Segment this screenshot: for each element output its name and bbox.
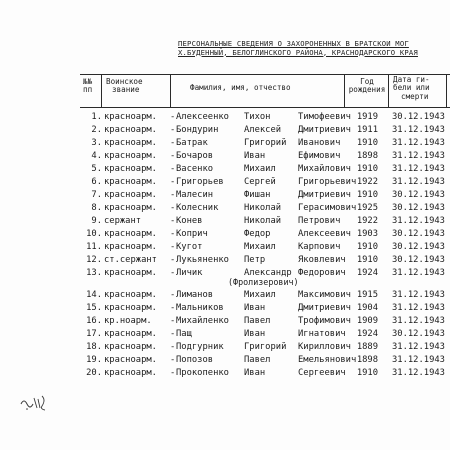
row-number: 20. bbox=[86, 368, 102, 378]
row-first-name: Григорий bbox=[244, 342, 287, 352]
row-first-name: Иван bbox=[244, 368, 266, 378]
table-row bbox=[0, 189, 450, 202]
header-number-line-1: №№ bbox=[83, 77, 93, 86]
row-rank: кр.ноарм. bbox=[104, 316, 152, 326]
row-rank: красноарм. bbox=[104, 329, 157, 339]
table-row bbox=[0, 202, 450, 215]
row-birth-year: 1919 bbox=[356, 112, 378, 122]
header-rank-line-1: Воинское bbox=[106, 77, 143, 86]
row-first-name: Михаил bbox=[244, 242, 276, 252]
table-row bbox=[0, 150, 450, 163]
row-last-name: Бондурин bbox=[176, 125, 219, 135]
row-first-name: Николай bbox=[244, 216, 282, 226]
row-first-name: Павел bbox=[244, 316, 271, 326]
row-death-date: 31.12.1943 bbox=[392, 177, 445, 187]
header-death-date bbox=[393, 76, 430, 101]
row-birth-year: 1924 bbox=[356, 329, 378, 339]
row-dash: - bbox=[170, 138, 176, 148]
title-line-1: ПЕРСОНАЛЬНЫЕ СВЕДЕНИЯ О ЗАХОРОНЕННЫХ В БРАТСКОЙ МОГ bbox=[178, 40, 409, 48]
header-rank-line-2: звание bbox=[112, 85, 140, 95]
table-row bbox=[0, 228, 450, 241]
row-last-name: Кугот bbox=[176, 242, 203, 252]
row-rank: красноарм. bbox=[104, 303, 157, 313]
row-patronymic: Карпович bbox=[298, 242, 341, 252]
row-dash: - bbox=[170, 342, 176, 352]
row-last-name: Михайленко bbox=[176, 316, 229, 326]
row-rank: красноарм. bbox=[104, 190, 157, 200]
row-rank: красноарм. bbox=[104, 164, 157, 174]
column-divider-5 bbox=[446, 74, 447, 107]
row-dash: - bbox=[170, 125, 176, 135]
row-number: 6. bbox=[91, 177, 102, 187]
row-dash: - bbox=[170, 316, 176, 326]
row-first-name: Фишан bbox=[244, 190, 271, 200]
row-death-date: 31.12.1943 bbox=[392, 368, 445, 378]
row-birth-year: 1910 bbox=[356, 138, 378, 148]
column-divider-2 bbox=[170, 74, 171, 107]
table-row bbox=[0, 124, 450, 137]
row-patronymic: Петрович bbox=[298, 216, 341, 226]
row-rank: красноарм. bbox=[104, 112, 157, 122]
row-death-date: 31.12.1943 bbox=[392, 316, 445, 326]
row-birth-year: 1925 bbox=[356, 203, 378, 213]
row-number: 9. bbox=[91, 216, 102, 226]
row-number: 11. bbox=[86, 242, 102, 252]
row-rank: красноарм. bbox=[104, 177, 157, 187]
row-patronymic: Иванович bbox=[298, 138, 341, 148]
header-birth-year-line-1: Год bbox=[360, 77, 374, 86]
title-line-2: Х.БУДЕННЫЙ, БЕЛОГЛИНСКОГО РАЙОНА, КРАСНОДАРСКОГО КРАЯ bbox=[178, 47, 418, 57]
row-last-name: Попозов bbox=[176, 355, 214, 365]
table-row bbox=[0, 163, 450, 176]
row-patronymic: Игнатович bbox=[298, 329, 346, 339]
row-last-name: Малесин bbox=[176, 190, 214, 200]
row-last-name: Григорьев bbox=[176, 177, 224, 187]
row-birth-year: 1922 bbox=[356, 177, 378, 187]
row-last-name: Васенко bbox=[176, 164, 214, 174]
row-last-name: Конев bbox=[176, 216, 203, 226]
row-first-name: Петр bbox=[244, 255, 266, 265]
row-last-name: Бочаров bbox=[176, 151, 214, 161]
header-name bbox=[190, 84, 291, 92]
row-death-date: 30.12.1943 bbox=[392, 203, 445, 213]
row-rank: красноарм. bbox=[104, 151, 157, 161]
row-last-name: Лиманов bbox=[176, 290, 214, 300]
header-name-line: Фамилия, имя, отчество bbox=[190, 83, 291, 92]
table-row bbox=[0, 341, 450, 354]
row-first-name: Иван bbox=[244, 151, 266, 161]
row-patronymic: Дмитриевич bbox=[298, 303, 351, 313]
row-patronymic: Дмитриевич bbox=[298, 125, 351, 135]
row-dash: - bbox=[170, 303, 176, 313]
row-first-name: Григорий bbox=[244, 138, 287, 148]
row-birth-year: 1910 bbox=[356, 242, 378, 252]
row-patronymic: Григорьевич bbox=[298, 177, 357, 187]
row-death-date: 30.12.1943 bbox=[392, 242, 445, 252]
row-number: 2. bbox=[91, 125, 102, 135]
row-dash: - bbox=[170, 329, 176, 339]
row-rank: красноарм. bbox=[104, 229, 157, 239]
row-death-date: 31.12.1943 bbox=[392, 355, 445, 365]
row-first-name: Иван bbox=[244, 303, 266, 313]
row-rank: красноарм. bbox=[104, 368, 157, 378]
document-title bbox=[178, 40, 450, 57]
row-birth-year: 1915 bbox=[356, 290, 378, 300]
row-patronymic: Михайлович bbox=[298, 164, 351, 174]
column-divider-1 bbox=[101, 74, 102, 107]
row-first-name: Тихон bbox=[244, 112, 271, 122]
row-death-date: 31.12.1943 bbox=[392, 290, 445, 300]
row-death-date: 30.12.1943 bbox=[392, 112, 445, 122]
row-death-date: 30.12.1943 bbox=[392, 190, 445, 200]
table-row bbox=[0, 302, 450, 315]
row-birth-year: 1889 bbox=[356, 342, 378, 352]
row-first-name: Николай bbox=[244, 203, 282, 213]
row-first-name: Михаил bbox=[244, 290, 276, 300]
row-first-name: Федор bbox=[244, 229, 271, 239]
table-row bbox=[0, 315, 450, 328]
row-patronymic: Герасимович bbox=[298, 203, 357, 213]
row-name-note: (Фролизерович) bbox=[228, 277, 299, 287]
header-death-date-line-1: Дата ги- bbox=[393, 75, 430, 84]
row-death-date: 31.12.1943 bbox=[392, 342, 445, 352]
row-last-name: Пащ bbox=[176, 329, 192, 339]
row-rank: сержант bbox=[104, 216, 142, 226]
row-rank: красноарм. bbox=[104, 355, 157, 365]
row-patronymic: Алексеевич bbox=[298, 229, 351, 239]
row-death-date: 31.12.1943 bbox=[392, 125, 445, 135]
row-first-name: Михаил bbox=[244, 164, 276, 174]
row-dash: - bbox=[170, 190, 176, 200]
row-first-name: Иван bbox=[244, 329, 266, 339]
table-row bbox=[0, 289, 450, 302]
row-patronymic: Дмитриевич bbox=[298, 190, 351, 200]
row-patronymic: Ефимович bbox=[298, 151, 341, 161]
row-number: 7. bbox=[91, 190, 102, 200]
row-last-name: Батрак bbox=[176, 138, 208, 148]
row-number: 17. bbox=[86, 329, 102, 339]
row-dash: - bbox=[170, 164, 176, 174]
row-rank: красноарм. bbox=[104, 138, 157, 148]
column-divider-3 bbox=[344, 74, 345, 107]
handwritten-mark bbox=[18, 390, 50, 414]
row-death-date: 30.12.1943 bbox=[392, 229, 445, 239]
row-death-date: 31.12.1943 bbox=[392, 303, 445, 313]
row-dash: - bbox=[170, 151, 176, 161]
row-dash: - bbox=[170, 177, 176, 187]
row-last-name: Личик bbox=[176, 268, 203, 278]
row-rank: красноарм. bbox=[104, 342, 157, 352]
row-patronymic: Яковлевич bbox=[298, 255, 346, 265]
row-death-date: 30.12.1943 bbox=[392, 255, 445, 265]
row-dash: - bbox=[170, 255, 176, 265]
row-rank: ст.сержант bbox=[104, 255, 157, 265]
row-death-date: 30.12.1943 bbox=[392, 329, 445, 339]
row-birth-year: 1904 bbox=[356, 303, 378, 313]
row-death-date: 31.12.1943 bbox=[392, 216, 445, 226]
header-number bbox=[83, 78, 92, 95]
row-death-date: 31.12.1943 bbox=[392, 138, 445, 148]
row-number: 15. bbox=[86, 303, 102, 313]
row-dash: - bbox=[170, 112, 176, 122]
row-number: 19. bbox=[86, 355, 102, 365]
row-last-name: Подгурник bbox=[176, 342, 224, 352]
row-last-name: Прокопенко bbox=[176, 368, 229, 378]
row-birth-year: 1910 bbox=[356, 368, 378, 378]
row-birth-year: 1911 bbox=[356, 125, 378, 135]
row-first-name: Павел bbox=[244, 355, 271, 365]
row-first-name: Александр bbox=[244, 268, 292, 278]
table-row bbox=[0, 328, 450, 341]
row-birth-year: 1903 bbox=[356, 229, 378, 239]
row-patronymic: Кириллович bbox=[298, 342, 351, 352]
row-rank: красноарм. bbox=[104, 125, 157, 135]
row-birth-year: 1909 bbox=[356, 316, 378, 326]
row-patronymic: Сергеевич bbox=[298, 368, 346, 378]
row-dash: - bbox=[170, 216, 176, 226]
row-first-name: Сергей bbox=[244, 177, 276, 187]
row-number: 18. bbox=[86, 342, 102, 352]
row-last-name: Мальников bbox=[176, 303, 224, 313]
row-birth-year: 1922 bbox=[356, 216, 378, 226]
row-patronymic: Тимофеевич bbox=[298, 112, 351, 122]
row-rank: красноарм. bbox=[104, 203, 157, 213]
row-death-date: 31.12.1943 bbox=[392, 151, 445, 161]
row-birth-year: 1910 bbox=[356, 190, 378, 200]
row-number: 10. bbox=[86, 229, 102, 239]
row-number: 3. bbox=[91, 138, 102, 148]
header-birth-year bbox=[346, 78, 388, 95]
header-birth-year-line-2: рождения bbox=[348, 85, 386, 95]
table-row bbox=[0, 241, 450, 254]
row-dash: - bbox=[170, 229, 176, 239]
table-row bbox=[0, 215, 450, 228]
row-number: 8. bbox=[91, 203, 102, 213]
table-row bbox=[0, 267, 450, 289]
table-row bbox=[0, 176, 450, 189]
row-number: 14. bbox=[86, 290, 102, 300]
row-rank: красноарм. bbox=[104, 242, 157, 252]
header-bottom-rule bbox=[80, 107, 450, 108]
row-number: 4. bbox=[91, 151, 102, 161]
header-rank bbox=[106, 78, 143, 95]
row-death-date: 31.12.1943 bbox=[392, 164, 445, 174]
row-last-name: Алексеенко bbox=[176, 112, 229, 122]
row-patronymic: Трофимович bbox=[298, 316, 351, 326]
row-last-name: Коприч bbox=[176, 229, 208, 239]
row-birth-year: 1924 bbox=[356, 268, 378, 278]
row-number: 1. bbox=[91, 112, 102, 122]
row-birth-year: 1910 bbox=[356, 255, 378, 265]
row-rank: красноарм. bbox=[104, 268, 157, 278]
column-divider-4 bbox=[388, 74, 389, 107]
row-birth-year: 1898 bbox=[356, 151, 378, 161]
header-number-line-2: пп bbox=[83, 85, 93, 95]
row-dash: - bbox=[170, 242, 176, 252]
header-death-date-line-3: смерти bbox=[401, 91, 429, 101]
row-dash: - bbox=[170, 290, 176, 300]
row-death-date: 31.12.1943 bbox=[392, 268, 445, 278]
row-number: 16. bbox=[86, 316, 102, 326]
table-row bbox=[0, 367, 450, 380]
row-birth-year: 1910 bbox=[356, 164, 378, 174]
table-row bbox=[0, 354, 450, 367]
table-row bbox=[0, 254, 450, 267]
row-first-name: Алексей bbox=[244, 125, 282, 135]
row-dash: - bbox=[170, 268, 176, 278]
row-birth-year: 1898 bbox=[356, 355, 378, 365]
header-death-date-line-2: бели или bbox=[393, 83, 430, 93]
row-number: 13. bbox=[86, 268, 102, 278]
row-patronymic: Емельянович bbox=[298, 355, 357, 365]
row-patronymic: Федорович bbox=[298, 268, 346, 278]
row-number: 12. bbox=[86, 255, 102, 265]
row-last-name: Колесник bbox=[176, 203, 219, 213]
row-last-name: Лукьяненко bbox=[176, 255, 229, 265]
table-row bbox=[0, 137, 450, 150]
row-dash: - bbox=[170, 368, 176, 378]
row-rank: красноарм. bbox=[104, 290, 157, 300]
row-dash: - bbox=[170, 203, 176, 213]
table-row bbox=[0, 111, 450, 124]
row-dash: - bbox=[170, 355, 176, 365]
row-patronymic: Максимович bbox=[298, 290, 351, 300]
row-number: 5. bbox=[91, 164, 102, 174]
